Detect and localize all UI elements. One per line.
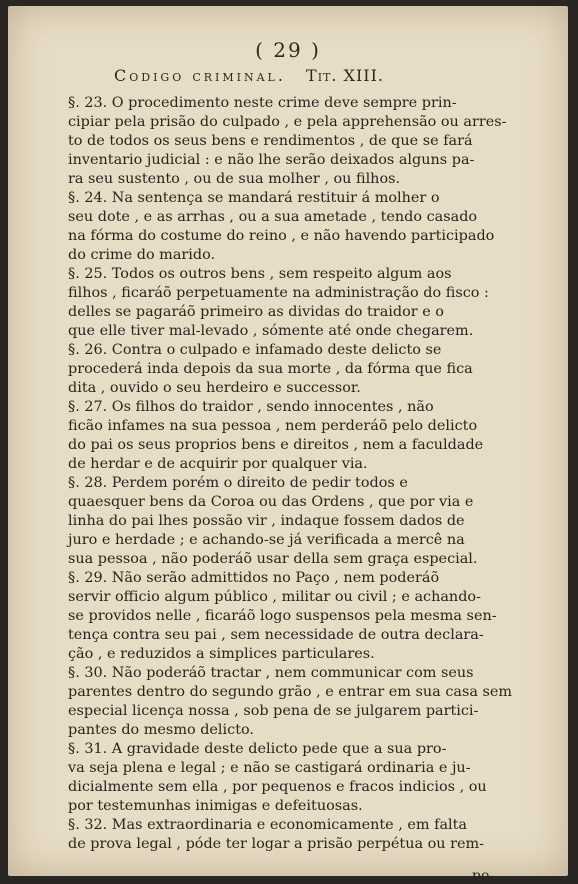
text-line: delles se pagaráõ primeiro as dividas do traidor e o — [68, 304, 444, 320]
text-line: ra seu sustento , ou de sua molher , ou filhos. — [68, 171, 401, 187]
text-line: dicialmente sem ella , por pequenos e fracos indicios , ou — [68, 779, 487, 795]
text-line: se providos nelle , ficaráõ logo suspensos pela mesma sen- — [68, 608, 497, 624]
text-line: quaesquer bens da Coroa ou das Ordens , que por via e — [68, 494, 474, 510]
running-head-title: Codigo criminal. — [114, 66, 286, 85]
text-line: na fórma do costume do reino , e não havendo participado — [68, 228, 495, 244]
text-line: §. 27. Os filhos do traidor , sendo innocentes , não — [68, 399, 434, 415]
page-number: ( 29 ) — [255, 38, 321, 62]
text-line: dita , ouvido o seu herdeiro e successor. — [68, 380, 361, 396]
text-line: inventario judicial : e não lhe serão deixados alguns pa- — [68, 152, 475, 168]
text-line: linha do pai lhes possão vir , indaque fossem dados de — [68, 513, 465, 529]
text-line: de prova legal , póde ter logar a prisão perpétua ou rem- — [68, 836, 485, 852]
text-line: seu dote , e as arrhas , ou a sua ametade , tendo casado — [68, 209, 478, 225]
text-line: parentes dentro do segundo grão , e entrar em sua casa sem — [68, 684, 513, 700]
text-line: §. 25. Todos os outros bens , sem respeito algum aos — [68, 266, 452, 282]
text-line: to de todos os seus bens e rendimentos , de que se fará — [68, 133, 473, 149]
text-line: §. 30. Não poderáõ tractar , nem communicar com seus — [68, 665, 474, 681]
text-line: servir officio algum público , militar ou civil ; e achando- — [68, 589, 481, 605]
running-head-titulo: Tit. XIII. — [306, 66, 384, 85]
text-line: §. 26. Contra o culpado e infamado deste delicto se — [68, 342, 442, 358]
text-line: §. 31. A gravidade deste delicto pede que a sua pro- — [68, 741, 447, 757]
text-line: §. 28. Perdem porém o direito de pedir todos e — [68, 475, 408, 491]
text-line: §. 24. Na sentença se mandará restituir á molher o — [68, 190, 440, 206]
text-line: que elle tiver mal-levado , sómente até onde chegarem. — [68, 323, 474, 339]
text-line: va seja plena e legal ; e não se castigará ordinaria e ju- — [68, 760, 471, 776]
text-line: do crime do marido. — [68, 247, 216, 263]
text-line: cipiar pela prisão do culpado , e pela apprehensão ou arres- — [68, 114, 507, 130]
running-head — [114, 66, 474, 85]
book-page — [8, 6, 568, 884]
text-line: especial licença nossa , sob pena de se julgarem partici- — [68, 703, 479, 719]
body-text — [68, 94, 514, 854]
text-line: §. 29. Não serão admittidos no Paço , nem poderáõ — [68, 570, 440, 586]
text-line: juro e herdade ; e achando-se já verificada a mercê na — [68, 532, 465, 548]
text-line: §. 32. Mas extraordinaria e economicamente , em falta — [68, 817, 468, 833]
text-line: pantes do mesmo delicto. — [68, 722, 254, 738]
text-line: ficão infames na sua pessoa , nem perderáõ pelo delicto — [68, 418, 478, 434]
text-line: sua pessoa , não poderáõ usar della sem graça especial. — [68, 551, 478, 567]
text-line: por testemunhas inimigas e defeituosas. — [68, 798, 363, 814]
text-line: filhos , ficaráõ perpetuamente na administração do fisco : — [68, 285, 489, 301]
text-line: tença contra seu pai , sem necessidade de outra declara- — [68, 627, 484, 643]
text-line: §. 23. O procedimento neste crime deve sempre prin- — [68, 95, 457, 111]
text-line: procederá inda depois da sua morte , da fórma que fica — [68, 361, 473, 377]
text-line: do pai os seus proprios bens e direitos , nem a faculdade — [68, 437, 484, 453]
text-line: de herdar e de acquirir por qualquer via. — [68, 456, 368, 472]
catchword: po- — [472, 868, 495, 884]
text-line: ção , e reduzidos a simplices particulares. — [68, 646, 375, 662]
